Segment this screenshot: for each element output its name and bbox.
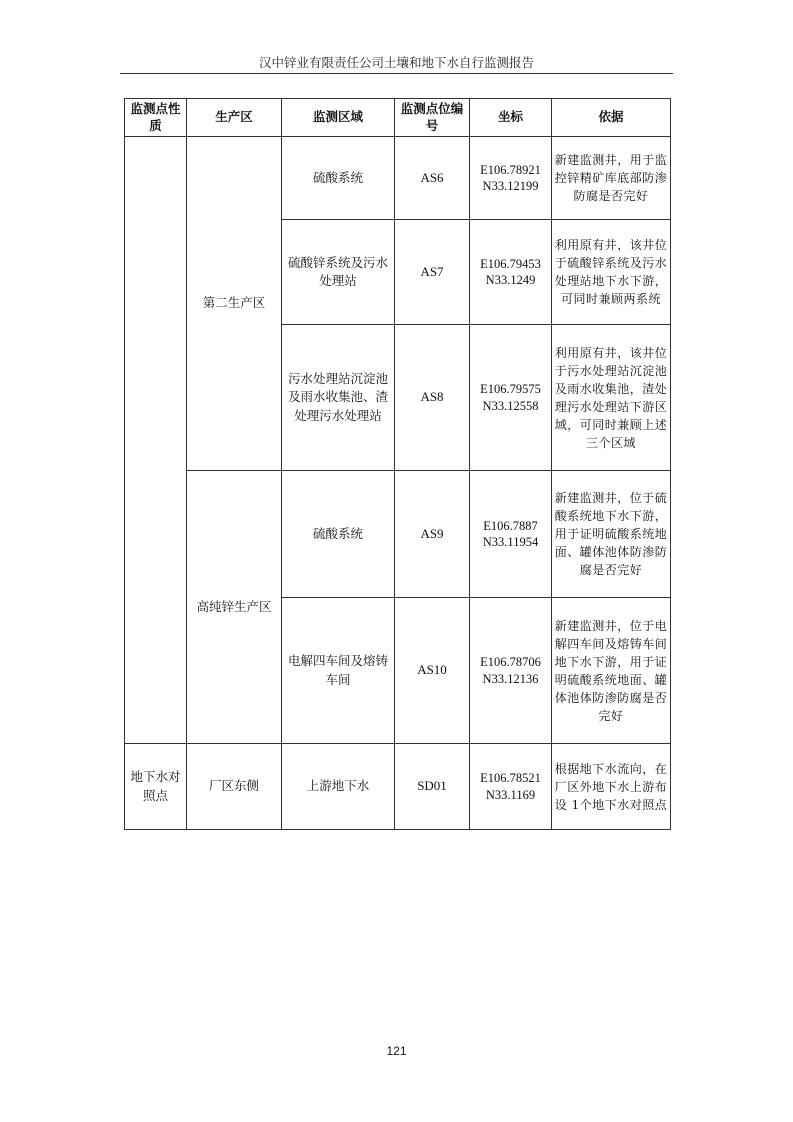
coordinate-cell <box>470 325 552 471</box>
basis-cell: 根据地下水流向，在厂区外地下水上游布设 1个地下水对照点 <box>552 744 671 830</box>
table-header-row <box>125 99 671 137</box>
table-row <box>125 471 671 598</box>
production-area-cell: 厂区东侧 <box>187 744 282 830</box>
latitude: N33.1169 <box>485 787 536 802</box>
header-divider <box>120 73 673 74</box>
coordinate-cell <box>470 471 552 598</box>
monitoring-points-table <box>124 98 671 830</box>
point-code-cell: AS8 <box>395 325 470 471</box>
table-row <box>125 744 671 830</box>
coordinate-cell <box>470 744 552 830</box>
latitude: N33.11954 <box>482 535 539 549</box>
longitude: E106.7887 <box>483 518 538 533</box>
coordinate-cell <box>470 598 552 744</box>
nature-cell <box>125 137 187 744</box>
page-number: 121 <box>386 1044 407 1058</box>
header-cell-basis: 依据 <box>552 99 671 137</box>
point-code-cell: AS6 <box>395 137 470 220</box>
page-header-title: 汉中锌业有限责任公司土壤和地下水自行监测报告 <box>258 55 534 70</box>
coordinate-cell <box>470 137 552 220</box>
point-code-cell: AS7 <box>395 220 470 325</box>
coordinate-cell <box>470 220 552 325</box>
production-area-cell: 高纯锌生产区 <box>187 471 282 744</box>
region-cell: 上游地下水 <box>282 744 395 830</box>
point-code-cell: SD01 <box>395 744 470 830</box>
production-area-cell: 第二生产区 <box>187 137 282 471</box>
longitude: E106.78706 <box>480 655 541 670</box>
region-cell: 硫酸系统 <box>282 137 395 220</box>
basis-cell: 新建监测井，位于硫酸系统地下水下游，用于证明硫酸系统地面、罐体池体防渗防腐是否完好 <box>552 471 671 598</box>
nature-cell: 地下水对照点 <box>125 744 187 830</box>
header-cell-nature: 监测点性质 <box>125 99 187 137</box>
header-cell-monitoring-region: 监测区域 <box>282 99 395 137</box>
table-row <box>125 137 671 220</box>
header-cell-point-code: 监测点位编号 <box>395 99 470 137</box>
longitude: E106.79575 <box>480 382 541 397</box>
basis-cell: 利用原有井，该井位于硫酸锌系统及污水处理站地下水下游，可同时兼顾两系统 <box>552 220 671 325</box>
header-cell-coordinates: 坐标 <box>470 99 552 137</box>
longitude: E106.78921 <box>480 162 541 177</box>
latitude: N33.12199 <box>482 179 539 193</box>
region-cell: 硫酸锌系统及污水处理站 <box>282 220 395 325</box>
latitude: N33.12558 <box>482 398 539 413</box>
basis-cell: 新建监测井，用于监控锌精矿库底部防渗防腐是否完好 <box>552 137 671 220</box>
region-cell: 硫酸系统 <box>282 471 395 598</box>
latitude: N33.12136 <box>482 671 539 686</box>
basis-cell: 利用原有井，该井位于污水处理站沉淀池及雨水收集池，渣处理污水处理站下游区域，可同时兼顾上述三个区域 <box>552 325 671 471</box>
region-cell: 污水处理站沉淀池及雨水收集池、渣处理污水处理站 <box>282 325 395 471</box>
longitude: E106.78521 <box>480 771 541 786</box>
region-cell: 电解四车间及熔铸车间 <box>282 598 395 744</box>
longitude: E106.79453 <box>480 256 541 271</box>
header-cell-production-area: 生产区 <box>187 99 282 137</box>
latitude: N33.1249 <box>485 273 536 287</box>
basis-cell: 新建监测井，位于电解四车间及熔铸车间地下水下游，用于证明硫酸系统地面、罐体池体防渗防腐是否完好 <box>552 598 671 744</box>
point-code-cell: AS9 <box>395 471 470 598</box>
point-code-cell: AS10 <box>395 598 470 744</box>
